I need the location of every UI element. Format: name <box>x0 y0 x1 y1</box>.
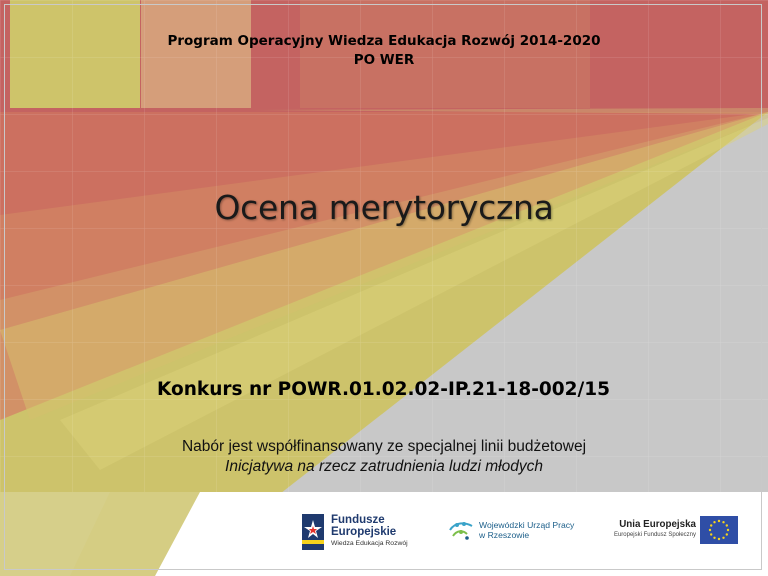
fundusze-europejskie-star-icon <box>300 512 326 552</box>
wup-rzeszow-logo-icon <box>447 516 475 544</box>
main-title: Ocena merytoryczna <box>214 188 554 227</box>
nabor-line1: Nabór jest współfinansowany ze specjalnej linii budżetowej <box>181 438 587 455</box>
ue-name-line1: Unia Europejska <box>619 519 696 530</box>
program-title-line1: Program Operacyjny Wiedza Edukacja Rozwój 2014-2020 <box>167 33 601 49</box>
nabor-text <box>0 437 768 477</box>
program-title-line2: PO WER <box>353 52 415 68</box>
eu-flag-icon <box>700 516 738 544</box>
konkurs-number: Konkurs nr POWR.01.02.02-IP.21-18-002/15 <box>157 379 610 400</box>
unia-europejska-logo <box>600 516 740 548</box>
program-title <box>0 32 768 70</box>
wup-name-line1: Wojewódzki Urząd Pracy <box>479 520 575 530</box>
fe-name-line2: Europejskie <box>331 526 397 538</box>
nabor-line2: Inicjatywa na rzecz zatrudnienia ludzi młodych <box>225 458 543 475</box>
fe-subtitle: Wiedza Edukacja Rozwój <box>331 540 408 547</box>
fundusze-europejskie-logo <box>300 510 430 554</box>
fe-name-line1: Fundusze <box>331 514 385 526</box>
ue-name-line2: Europejski Fundusz Społeczny <box>613 532 696 538</box>
wup-name-line2: w Rzeszowie <box>479 530 530 540</box>
wup-rzeszow-logo <box>447 516 575 546</box>
